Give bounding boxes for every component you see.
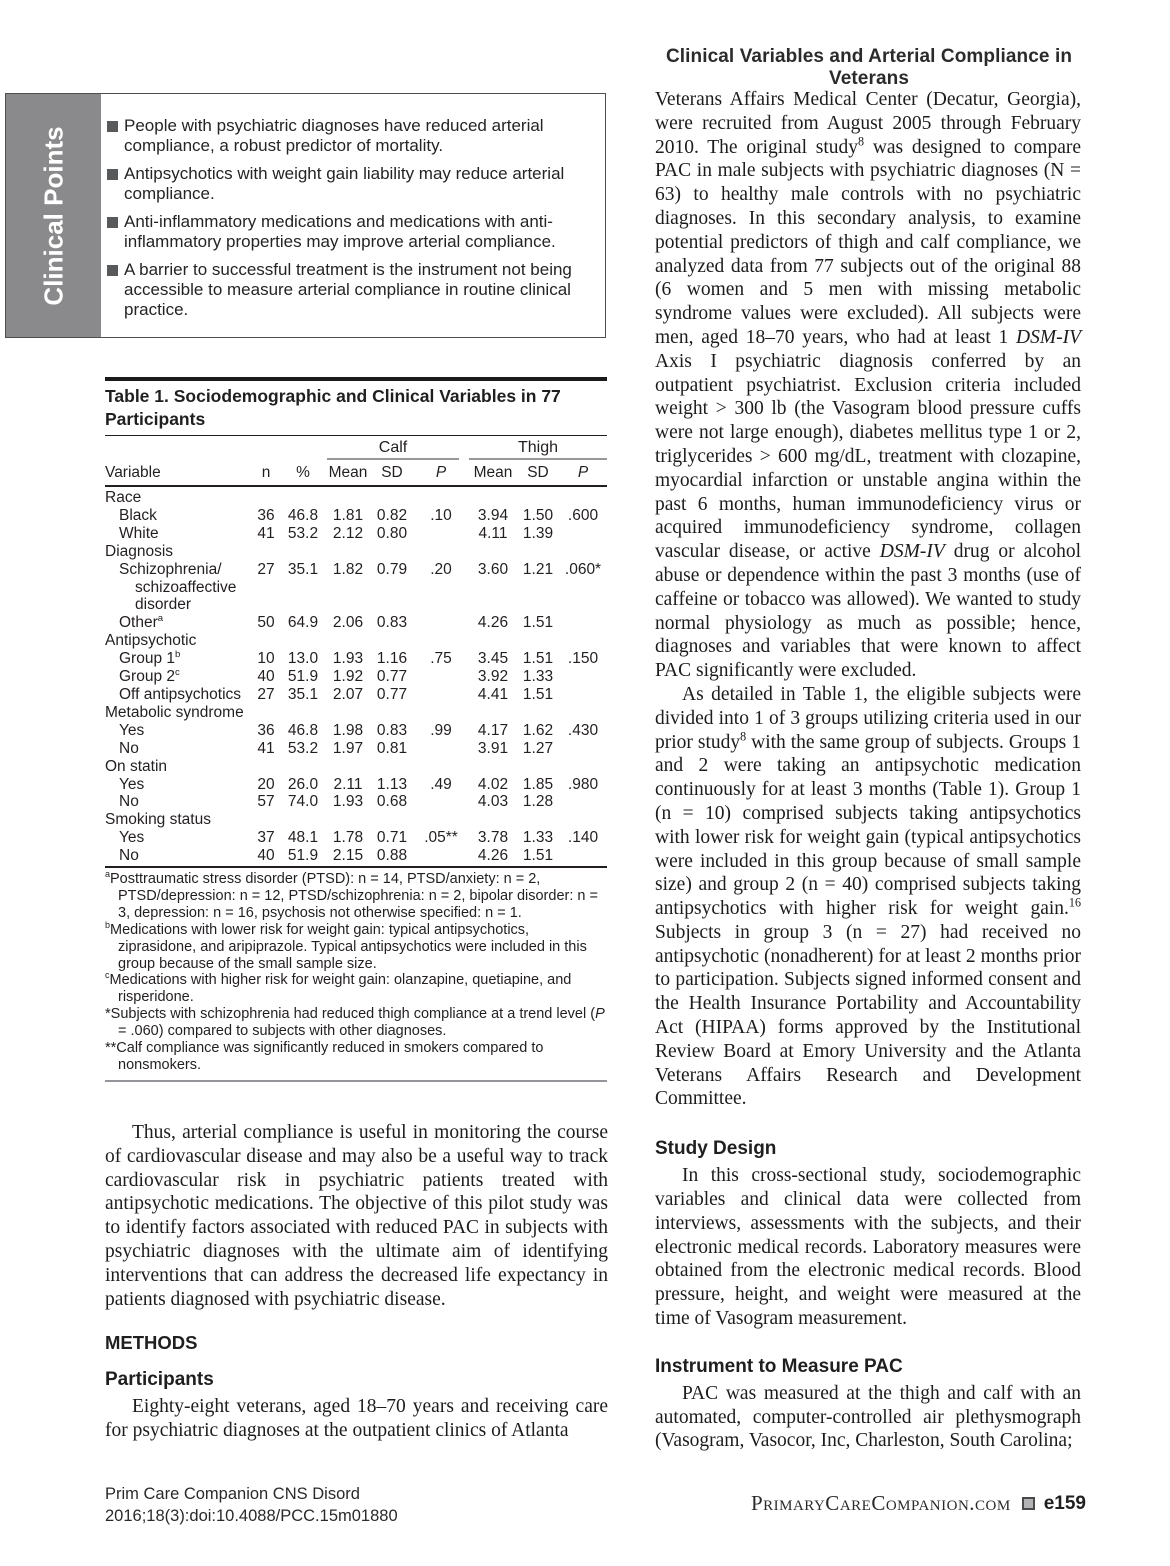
row-label: Yes	[119, 829, 145, 847]
row-label: White	[119, 524, 159, 542]
cell-n: 27	[257, 685, 275, 703]
cell-tp: .140	[567, 829, 599, 847]
row-label: Group 1$^b$	[119, 649, 181, 668]
cell-tm: 4.41	[477, 685, 509, 703]
cell-n: 27	[257, 560, 275, 578]
page-number: e159	[1043, 1492, 1086, 1514]
cell-tsd: 1.33	[522, 829, 554, 847]
cell-n: 57	[257, 793, 275, 811]
row-label: Other$^a$	[119, 613, 164, 632]
cell-tm: 3.78	[477, 829, 509, 847]
cell-tp: .430	[567, 721, 599, 739]
table-footnotes	[105, 868, 607, 1082]
cell-n: 10	[257, 650, 275, 668]
footnote-text: Medications with lower risk for weight gain: typical antipsychotics, ziprasidone, and aripiprazole. Typical antipsychotics were included in this group because of the small sample size.	[110, 921, 587, 972]
cell-csd: 0.68	[376, 793, 408, 811]
cell-cp: .49	[430, 775, 452, 793]
cell-cm: 1.81	[332, 506, 364, 524]
cell-tsd: 1.51	[522, 847, 554, 865]
cell-cm: 1.93	[332, 793, 364, 811]
left-column	[105, 1121, 608, 1443]
table-row	[105, 507, 607, 525]
cell-n: 36	[257, 506, 275, 524]
cell-cm: 1.78	[332, 829, 364, 847]
cell-csd: 0.80	[376, 524, 408, 542]
cell-csd: 1.16	[376, 650, 408, 668]
cell-tsd: 1.33	[522, 668, 554, 686]
table1-block	[105, 377, 607, 1082]
paragraph-study-design: In this cross-sectional study, sociodemographic variables and clinical data were collected from interviews, assessments with the subjects, and their electronic medical records. Laboratory measures were obtained from the electronic medical records. Blood pressure, height, and weight were measured at the time of Vasogram measurement.	[655, 1165, 1081, 1330]
col-header-calf-p: P	[435, 464, 447, 481]
row-label: No	[119, 847, 139, 865]
cell-tsd: 1.39	[522, 524, 554, 542]
cell-tsd: 1.27	[522, 739, 554, 757]
cell-cm: 2.15	[332, 847, 364, 865]
row-category-label: Metabolic syndrome	[105, 703, 244, 721]
cell-pct: 74.0	[287, 793, 319, 811]
journal-square-icon	[1022, 1497, 1035, 1510]
journal-website: PrimaryCareCompanion.com	[750, 1491, 1011, 1515]
cell-cp: .10	[430, 506, 452, 524]
table-header	[105, 436, 607, 487]
cell-csd: 0.79	[376, 560, 408, 578]
row-category-label: Smoking status	[105, 811, 211, 829]
cell-n: 20	[257, 775, 275, 793]
cell-tsd: 1.62	[522, 721, 554, 739]
table-top-rule	[105, 377, 607, 381]
cell-pct: 35.1	[287, 685, 319, 703]
row-label: Off antipsychotics	[119, 685, 242, 703]
clinical-point-text: People with psychiatric diagnoses have reduced arterial compliance, a robust predictor of mortality.	[124, 116, 544, 155]
journal-name: Prim Care Companion CNS Disord	[105, 1485, 360, 1503]
table-title: Table 1. Sociodemographic and Clinical Variables in 77 Participants	[105, 384, 607, 436]
cell-tm: 3.60	[477, 560, 509, 578]
cell-csd: 0.83	[376, 614, 408, 632]
table-row	[105, 811, 607, 829]
row-category-label: Diagnosis	[105, 542, 174, 560]
cell-n: 36	[257, 721, 275, 739]
cell-cm: 1.82	[332, 560, 364, 578]
participants-heading: Participants	[105, 1369, 214, 1391]
cell-cp: .05**	[424, 829, 458, 847]
cell-cm: 2.12	[332, 524, 364, 542]
journal-doi: 2016;18(3):doi:10.4088/PCC.15m01880	[105, 1506, 398, 1525]
cell-tp: .980	[567, 775, 599, 793]
row-label: Yes	[119, 721, 145, 739]
cell-n: 40	[257, 668, 275, 686]
cell-pct: 13.0	[287, 650, 319, 668]
table-row	[105, 650, 607, 668]
footnote-text: Posttraumatic stress disorder (PTSD): n = 14, PTSD/anxiety: n = 2, PTSD/depression: n = 12, PTSD/schizophrenia: n = 2, bipolar disorder: n = 3, depression: n = 16, psychosis not otherwise specified: n = 1.	[110, 871, 598, 921]
col-header-thigh-mean: Mean	[473, 464, 513, 481]
cell-pct: 48.1	[287, 829, 319, 847]
clinical-points-label: Clinical Points	[38, 125, 68, 306]
cell-pct: 51.9	[287, 847, 319, 865]
table-row	[105, 668, 607, 686]
cell-pct: 53.2	[287, 524, 319, 542]
journal-citation	[105, 1484, 398, 1527]
table-footnote: $^c$Medications with higher risk for weight gain: olanzapine, quetiapine, and risperidone.	[105, 970, 572, 1006]
bullet-square-icon	[107, 217, 118, 228]
cell-tsd: 1.85	[522, 775, 554, 793]
paragraph-participants: Eighty-eight veterans, aged 18–70 years and receiving care for psychiatric diagnoses at the outpatient clinics of Atlanta	[105, 1396, 608, 1442]
table-row	[105, 686, 607, 704]
footnote-text: Medications with higher risk for weight gain: olanzapine, quetiapine, and risperidone.	[109, 972, 572, 1006]
cell-cp: .20	[430, 560, 452, 578]
bullet-square-icon	[107, 265, 118, 276]
clinical-point-text: Anti-inflammatory medications and medications with anti-inflammatory properties may improve arterial compliance.	[124, 212, 556, 251]
cell-n: 41	[257, 524, 275, 542]
table-row	[105, 525, 607, 543]
row-category-label: Antipsychotic	[105, 632, 197, 650]
cell-tm: 4.26	[477, 847, 509, 865]
right-column	[655, 88, 1081, 1453]
footer-right	[751, 1491, 1086, 1516]
cell-tm: 4.03	[477, 793, 509, 811]
cell-csd: 0.77	[376, 668, 408, 686]
row-label: Yes	[119, 775, 145, 793]
table-row	[105, 614, 607, 632]
cell-tm: 4.26	[477, 614, 509, 632]
cell-tm: 3.91	[477, 739, 509, 757]
row-label: Group 2$^c$	[119, 666, 180, 686]
table-row	[105, 793, 607, 811]
running-head: Clinical Variables and Arterial Compliance in Veterans	[665, 46, 1073, 89]
col-header-n: n	[261, 464, 271, 481]
paragraph-instrument: PAC was measured at the thigh and calf with an automated, computer-controlled air plethysmograph (Vasogram, Vasocor, Inc, Charleston, South Carolina;	[655, 1382, 1081, 1452]
table-body	[105, 487, 607, 868]
row-label: No	[119, 793, 139, 811]
cell-csd: 0.88	[376, 847, 408, 865]
cell-tp: .060*	[564, 560, 602, 578]
footnote-text: Subjects with schizophrenia had reduced thigh compliance at a trend level (P = .060) compared to subjects with other diagnoses.	[110, 1006, 605, 1040]
table-footnote: *Subjects with schizophrenia had reduced thigh compliance at a trend level (P = .060) compared to subjects with other diagnoses.	[105, 1006, 605, 1040]
table-row	[105, 722, 607, 740]
row-category-label: On statin	[105, 757, 168, 775]
bullet-square-icon	[107, 121, 118, 132]
clinical-point-item	[107, 116, 587, 156]
cell-cm: 1.98	[332, 721, 364, 739]
table-spanner-calf: Calf	[327, 439, 459, 460]
cell-tsd: 1.51	[522, 685, 554, 703]
row-label: Schizophrenia/ schizoaffective disorder	[119, 560, 237, 614]
instrument-heading: Instrument to Measure PAC	[655, 1355, 903, 1377]
footnote-text: Calf compliance was significantly reduced in smokers compared to nonsmokers.	[116, 1040, 544, 1073]
cell-cm: 2.11	[333, 775, 363, 793]
table-footnote: $^b$Medications with lower risk for weight gain: typical antipsychotics, ziprasidone, and aripiprazole. Typical antipsychotics were included in this group because of the small sample size.	[105, 919, 587, 972]
cell-n: 40	[257, 847, 275, 865]
cell-tm: 3.45	[477, 650, 509, 668]
table-row	[105, 758, 607, 776]
table-footnote: **Calf compliance was significantly reduced in smokers compared to nonsmokers.	[105, 1040, 544, 1073]
cell-cm: 1.97	[332, 739, 364, 757]
cell-csd: 0.77	[376, 685, 408, 703]
clinical-point-item	[107, 164, 587, 204]
clinical-points-list	[101, 94, 605, 337]
cell-tp: .600	[567, 506, 599, 524]
cell-cm: 2.06	[332, 614, 364, 632]
cell-pct: 53.2	[287, 739, 319, 757]
cell-n: 41	[257, 739, 275, 757]
cell-pct: 26.0	[287, 775, 319, 793]
clinical-points-box	[5, 93, 606, 338]
cell-tm: 3.92	[477, 668, 509, 686]
table-row	[105, 847, 607, 865]
cell-pct: 46.8	[287, 506, 319, 524]
cell-csd: 0.71	[376, 829, 408, 847]
cell-csd: 0.83	[376, 721, 408, 739]
table-row	[105, 489, 607, 507]
row-label: No	[119, 739, 139, 757]
cell-csd: 1.13	[376, 775, 408, 793]
cell-cm: 1.92	[332, 668, 364, 686]
cell-n: 50	[257, 614, 275, 632]
clinical-point-text: A barrier to successful treatment is the instrument not being accessible to measure arterial compliance in routine clinical practice.	[124, 260, 572, 319]
col-header-thigh-sd: SD	[527, 464, 549, 481]
paragraph-groups: As detailed in Table 1, the eligible subjects were divided into 1 of 3 groups utilizing criteria used in our prior study$^8$ with the same group of subjects. Groups 1 and 2 were taking an antipsychotic medication continuously for at least 3 months (Table 1). Group 1 (n = 10) comprised subjects taking antipsychotics with lower risk for weight gain (typical antipsychotics were included in this group because of small sample size) and group 2 (n = 40) comprised subjects taking antipsychotics with higher risk for weight gain.$^{16}$ Subjects in group 3 (n = 27) had received no antipsychotic (nonadherent) for at least 2 months prior to participation. Subjects signed informed consent and the Health Insurance Portability and Accountability Act (HIPAA) forms approved by the Institutional Review Board at Emory University and the Atlanta Veterans Affairs Research and Development Committee.	[655, 683, 1081, 1110]
table-spanner-thigh: Thigh	[469, 439, 607, 460]
table-row	[105, 561, 607, 615]
table-row	[105, 632, 607, 650]
paragraph-objective: Thus, arterial compliance is useful in monitoring the course of cardiovascular disease and may also be a useful way to track cardiovascular risk in psychiatric patients treated with antipsychotic medications. The objective of this pilot study was to identify factors associated with reduced PAC in subjects with psychiatric diagnoses with the ultimate aim of identifying interventions that can address the decreased life expectancy in patients diagnosed with psychiatric disease.	[105, 1122, 608, 1310]
cell-pct: 64.9	[287, 614, 319, 632]
cell-pct: 35.1	[287, 560, 319, 578]
cell-tm: 4.02	[477, 775, 509, 793]
row-label: Black	[119, 506, 157, 524]
clinical-point-item	[107, 260, 587, 320]
table-row	[105, 704, 607, 722]
col-header-calf-mean: Mean	[328, 464, 368, 481]
cell-tm: 3.94	[477, 506, 509, 524]
clinical-points-sidebar	[6, 94, 101, 337]
table-row	[105, 740, 607, 758]
row-category-label: Race	[105, 489, 142, 506]
cell-cp: .99	[430, 721, 452, 739]
cell-n: 37	[257, 829, 275, 847]
cell-tsd: 1.21	[522, 560, 554, 578]
cell-csd: 0.81	[376, 739, 408, 757]
cell-pct: 51.9	[287, 668, 319, 686]
cell-csd: 0.82	[376, 506, 408, 524]
cell-tsd: 1.50	[522, 506, 554, 524]
table-row	[105, 543, 607, 561]
cell-cm: 2.07	[332, 685, 364, 703]
clinical-point-item	[107, 212, 587, 252]
col-header-thigh-p: P	[577, 464, 589, 481]
cell-tm: 4.11	[478, 524, 508, 542]
cell-pct: 46.8	[287, 721, 319, 739]
methods-heading: METHODS	[105, 1332, 198, 1354]
study-design-heading: Study Design	[655, 1138, 777, 1160]
col-header-variable: Variable	[105, 464, 161, 481]
col-header-calf-sd: SD	[381, 464, 403, 481]
cell-tp: .150	[567, 650, 599, 668]
cell-cm: 1.93	[332, 650, 364, 668]
table-row	[105, 829, 607, 847]
cell-tsd: 1.28	[522, 793, 554, 811]
cell-tm: 4.17	[477, 721, 509, 739]
bullet-square-icon	[107, 169, 118, 180]
cell-tsd: 1.51	[522, 650, 554, 668]
table-footnote: $^a$Posttraumatic stress disorder (PTSD): n = 14, PTSD/anxiety: n = 2, PTSD/depression: n = 12, PTSD/schizophrenia: n = 2, bipolar disorder: n = 3, depression: n = 16, psychosis not otherwise specified: n = 1.	[105, 869, 598, 921]
col-header-pct: %	[296, 464, 310, 481]
clinical-point-text: Antipsychotics with weight gain liability may reduce arterial compliance.	[124, 164, 565, 203]
cell-tsd: 1.51	[522, 614, 554, 632]
paragraph-recruitment: Veterans Affairs Medical Center (Decatur, Georgia), were recruited from August 2005 through February 2010. The original study$^8$ was designed to compare PAC in male subjects with psychiatric diagnoses (N = 63) to healthy male controls with no psychiatric diagnoses. In this secondary analysis, to examine potential predictors of thigh and calf compliance, we analyzed data from 77 subjects out of the original 88 (6 women and 5 men with missing metabolic syndrome values were excluded). All subjects were men, aged 18–70 years, who had at least 1 DSM-IV Axis I psychiatric diagnosis conferred by an outpatient psychiatrist. Exclusion criteria included weight > 300 lb (the Vasogram blood pressure cuffs were not large enough), diabetes mellitus type 1 or 2, triglycerides > 600 mg/dL, treatment with clozapine, myocardial infarction or unstable angina within the past 6 months, human immunodeficiency virus or acquired immunodeficiency syndrome, collagen vascular disease, or active DSM-IV drug or alcohol abuse or dependence within the past 3 months (use of caffeine or tobacco was allowed). We wanted to study normal physiology as much as possible; hence, diagnoses and variables that were known to affect PAC significantly were excluded.	[655, 89, 1082, 682]
table-row	[105, 776, 607, 794]
cell-cp: .75	[430, 650, 452, 668]
